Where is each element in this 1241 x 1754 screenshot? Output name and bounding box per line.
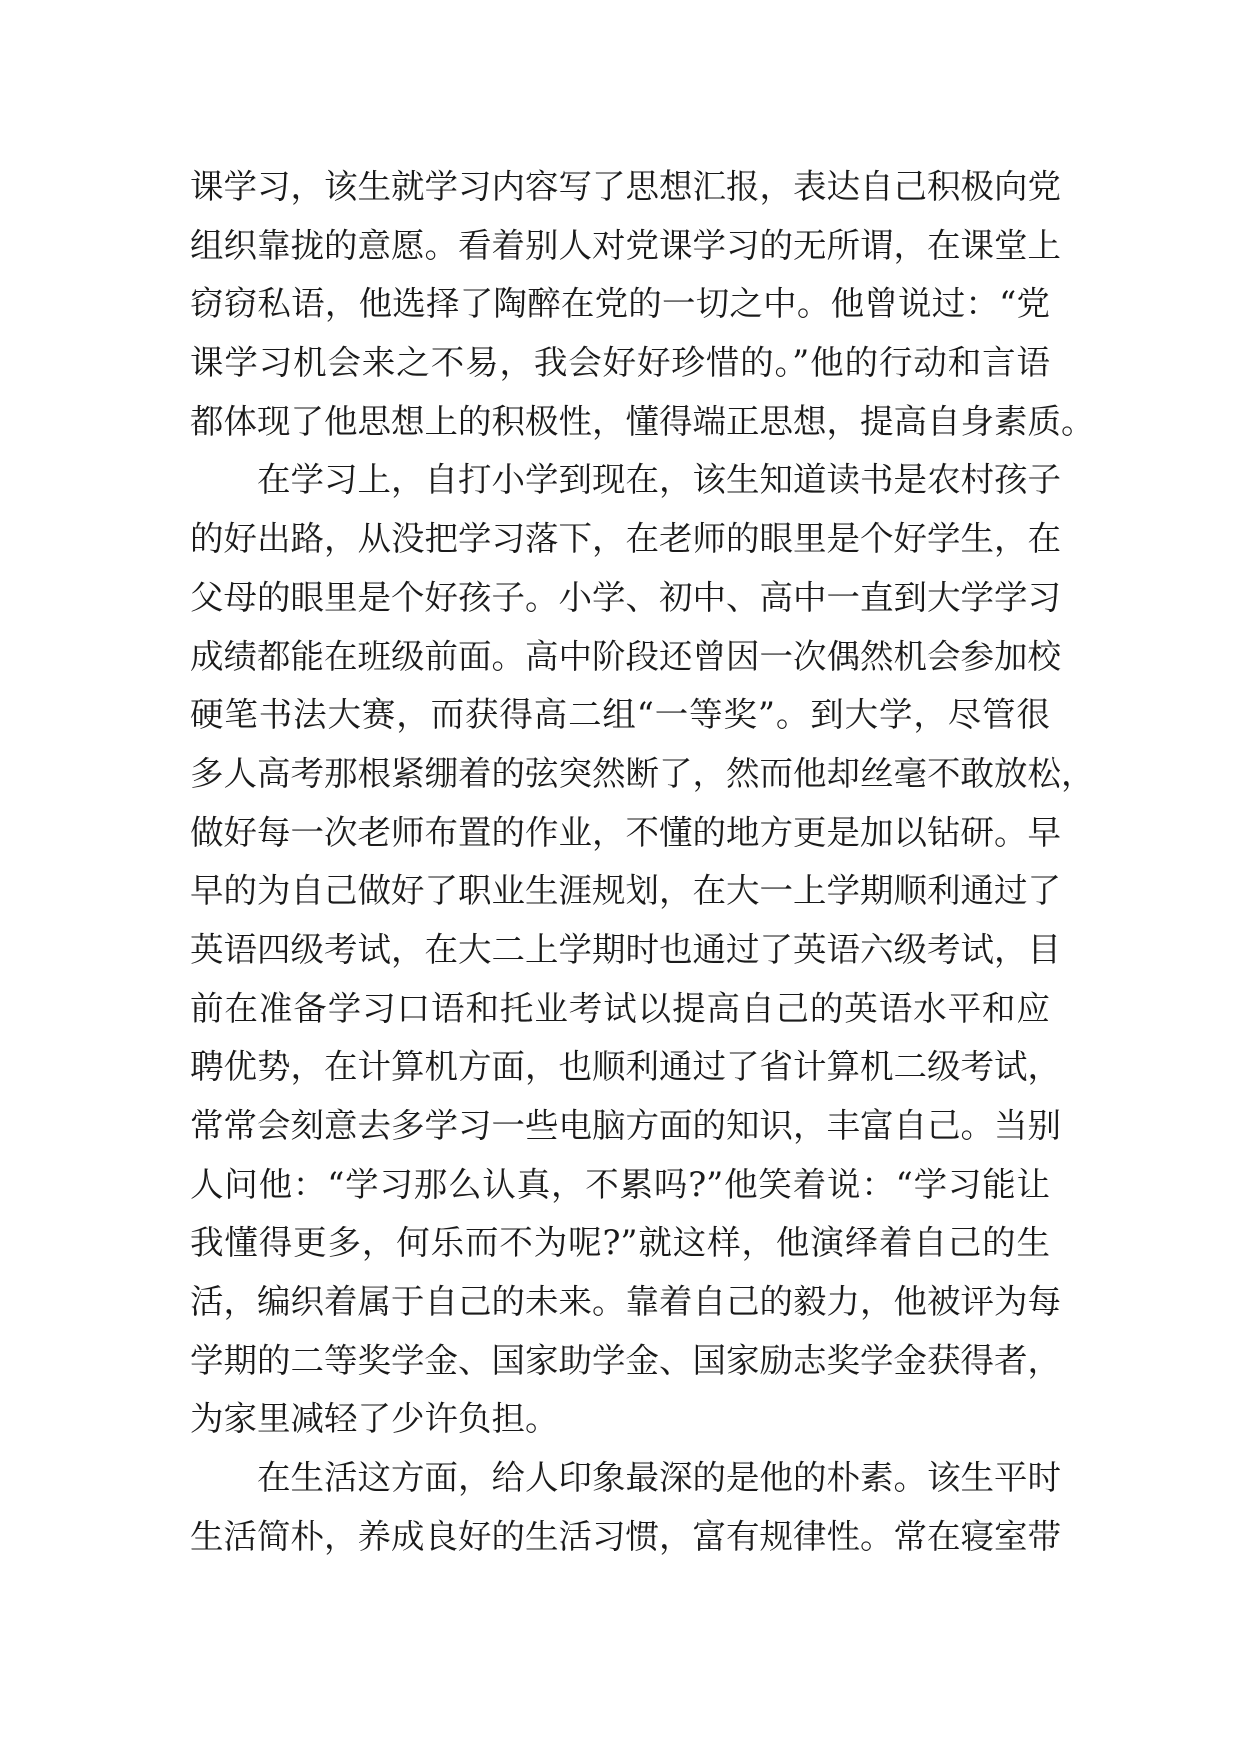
- text-line: 组织靠拢的意愿。看着别人对党课学习的无所谓，在课堂上: [190, 225, 1061, 265]
- text-line: 课学习，该生就学习内容写了思想汇报，表达自己积极向党: [190, 167, 1061, 206]
- paragraph-first-line: 在学习上，自打小学到现在，该生知道读书是农村孩子: [257, 460, 1061, 500]
- text-line: 多人高考那根紧绷着的弦突然断了，然而他却丝毫不敢放松，: [190, 753, 1095, 793]
- text-line: 的好出路，从没把学习落下，在老师的眼里是个好学生，在: [190, 519, 1061, 559]
- text-line: 为家里减轻了少许负担。: [190, 1399, 559, 1439]
- text-line: 都体现了他思想上的积极性，懂得端正思想，提高自身素质。: [190, 401, 1095, 441]
- text-line: 常常会刻意去多学习一些电脑方面的知识，丰富自己。当别: [190, 1106, 1061, 1145]
- text-line: 聘优势，在计算机方面，也顺利通过了省计算机二级考试，: [190, 1047, 1061, 1087]
- text-line: 前在准备学习口语和托业考试以提高自己的英语水平和应: [190, 988, 1050, 1028]
- text-line: 窃窃私语，他选择了陶醉在党的一切之中。他曾说过：“党: [190, 284, 1050, 324]
- text-line: 成绩都能在班级前面。高中阶段还曾因一次偶然机会参加校: [190, 636, 1061, 676]
- text-line: 人问他：“学习那么认真，不累吗?”他笑着说：“学习能让: [190, 1164, 1050, 1204]
- body-text: [190, 158, 1095, 1567]
- text-line: 早的为自己做好了职业生涯规划，在大一上学期顺利通过了: [190, 871, 1061, 911]
- paragraph-first-line: 在生活这方面，给人印象最深的是他的朴素。该生平时: [257, 1458, 1061, 1498]
- text-line: 英语四级考试，在大二上学期时也通过了英语六级考试，目: [190, 929, 1061, 969]
- text-line: 学期的二等奖学金、国家助学金、国家励志奖学金获得者，: [190, 1340, 1061, 1380]
- text-line: 生活简朴，养成良好的生活习惯，富有规律性。常在寝室带: [190, 1516, 1061, 1556]
- text-line: 做好每一次老师布置的作业，不懂的地方更是加以钻研。早: [190, 812, 1061, 852]
- text-line: 父母的眼里是个好孩子。小学、初中、高中一直到大学学习: [190, 577, 1061, 617]
- text-line: 我懂得更多，何乐而不为呢?”就这样，他演绎着自己的生: [190, 1223, 1050, 1263]
- text-line: 课学习机会来之不易，我会好好珍惜的。”他的行动和言语: [190, 343, 1050, 383]
- text-line: 活，编织着属于自己的未来。靠着自己的毅力，他被评为每: [190, 1282, 1061, 1322]
- text-line: 硬笔书法大赛，而获得高二组“一等奖”。到大学，尽管很: [190, 695, 1050, 735]
